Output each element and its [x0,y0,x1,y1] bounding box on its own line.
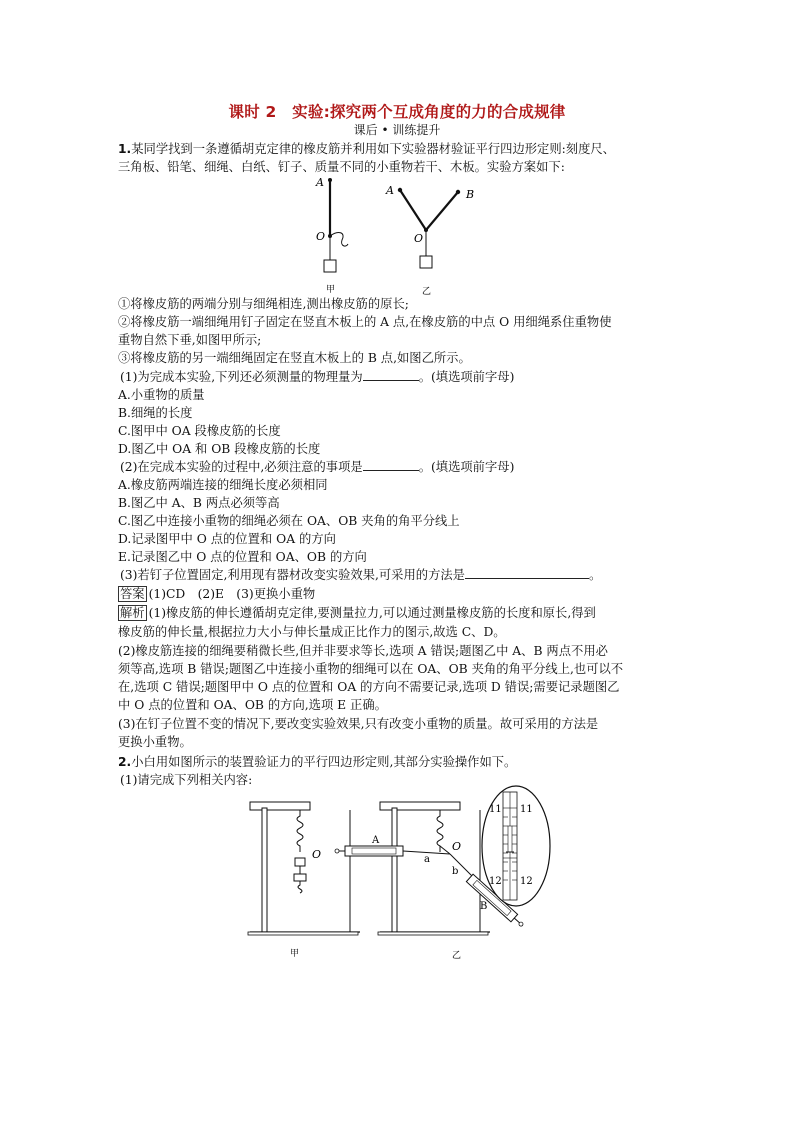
q1-yi-caption: 乙 [422,287,432,297]
analysis-text1: (1)橡皮筋的伸长遵循胡克定律,要测量拉力,可以通过测量橡皮筋的长度和原长,得到 [148,606,596,620]
q1-jia-weight [324,260,336,272]
q2-yi-label-b: b [452,866,459,877]
q1-yi-band-OB [426,192,458,230]
q1-stem-line1 [118,141,615,158]
q1-part1-option-a: A.小重物的质量 [118,388,205,402]
answer-tag: 答案 [120,587,145,601]
q2-part1: (1)请完成下列相关内容: [120,773,253,787]
q1-part3-text: (3)若钉子位置固定,利用现有器材改变实验效果,可采用的方法是 [120,568,465,582]
q1-step3: ③将橡皮筋的另一端细绳固定在竖直木板上的 B 点,如图乙所示。 [118,351,471,365]
answer-text: (1)CD (2)E (3)更换小重物 [148,587,316,601]
q1-part2-tail: 。(填选项前字母) [418,460,515,474]
q2-scale-inset [482,786,550,906]
q1-jia-label-A: A [316,176,324,189]
q2-jia-stand [248,802,360,935]
q2-jia-hook [295,858,305,866]
q1-part3-tail: 。 [588,568,602,582]
q1-part2-option-a: A.橡皮筋两端连接的细绳长度必须相同 [118,478,328,492]
q2-jia-spring [297,810,303,852]
q1-part2-option-b: B.图乙中 A、B 两点必须等高 [118,496,280,510]
q2-spring-scale-A [335,846,403,856]
q1-part1-stem [120,369,514,386]
q1-analysis-line4: 须等高,选项 B 错误;题图乙中连接小重物的细绳可以在 OA、OB 夹角的角平分线上,也可以不 [118,662,624,676]
q1-answer [118,586,315,603]
q1-analysis-line2: 橡皮筋的伸长量,根据拉力大小与伸长量成正比作力的图示,故选 C、D。 [118,625,506,639]
q1-analysis-line7: (3)在钉子位置不变的情况下,要改变实验效果,只有改变小重物的质量。故可采用的方法是 [118,717,599,731]
q1-yi-label-A: A [386,184,394,197]
q2-jia-weight [294,874,306,881]
q1-jia-label-O: O [316,230,326,243]
q2-number: 2. [118,755,132,769]
q1-step1: ①将橡皮筋的两端分别与细绳相连,测出橡皮筋的原长; [118,297,409,311]
q1-part1-tail: 。(填选项前字母) [418,370,515,384]
q1-jia-loose-rope [330,233,348,247]
q1-analysis-line3: (2)橡皮筋连接的细绳要稍微长些,但并非要求等长,选项 A 错误;题图乙中 A、B 两点不用必 [118,644,608,658]
q1-part1-option-b: B.细绳的长度 [118,406,193,420]
q1-part3-blank [465,567,589,579]
q2-jia-lower-hook [298,881,302,893]
q2-figure [240,788,560,968]
q2-rope-spring [440,846,450,854]
q2-jia-caption: 甲 [290,949,300,959]
q1-part1-text: (1)为完成本实验,下列还必须测量的物理量为 [120,370,363,384]
q1-analysis-line5: 在,选项 C 错误;题图甲中 O 点的位置和 OA 的方向不需要记录,选项 D 错误;需要记录题图乙 [118,680,620,694]
q2-scale-12-right: 12 [520,876,533,887]
q2-yi-label-B: B [480,901,488,912]
q2-yi-stand [378,802,490,935]
q1-stem-line2: 三角板、铅笔、细绳、白纸、钉子、质量不同的小重物若干、木板。实验方案如下: [118,160,565,174]
q1-number: 1. [118,142,132,156]
page-subtitle: 课后 • 训练提升 [353,123,441,137]
q1-analysis-line1 [118,605,596,622]
q1-yi-band-OA [400,190,426,230]
q2-yi-caption: 乙 [452,951,462,961]
q2-stem [118,754,516,771]
q1-figure [300,172,500,302]
q2-scale-11-right: 11 [520,804,533,815]
q2-scale-11-left: 11 [489,804,502,815]
q1-part2-option-d: D.记录图甲中 O 点的位置和 OA 的方向 [118,532,336,546]
q1-yi-weight [420,256,432,268]
q1-yi-label-O: O [414,232,424,245]
q2-yi-label-O: O [452,840,462,853]
q1-part2-blank [363,459,419,471]
q1-stem-text1: 某同学找到一条遵循胡克定律的橡皮筋并利用如下实验器材验证平行四边形定则:刻度尺、 [131,142,615,156]
q1-part1-blank [363,369,419,381]
q1-part2-stem [120,459,514,476]
analysis-tag: 解析 [120,606,145,620]
q1-part2-option-c: C.图乙中连接小重物的细绳必须在 OA、OB 夹角的角平分线上 [118,514,460,528]
q2-yi-label-a: a [424,854,430,865]
q1-part2-text: (2)在完成本实验的过程中,必须注意的事项是 [120,460,363,474]
q1-step2-line2: 重物自然下垂,如图甲所示; [118,333,262,347]
q2-yi-spring [437,810,443,852]
q1-part3-stem [120,567,601,584]
q2-yi-label-A: A [372,835,380,846]
q2-jia-label-O: O [312,848,322,861]
q1-analysis-line8: 更换小重物。 [118,735,192,749]
page-title: 课时 2 实验:探究两个互成角度的力的合成规律 [228,103,566,121]
q1-part1-option-c: C.图甲中 OA 段橡皮筋的长度 [118,424,281,438]
q1-analysis-line6: 中 O 点的位置和 OA、OB 的方向,选项 E 正确。 [118,698,387,712]
q2-scale-12-left: 12 [489,876,502,887]
q2-stem-text: 小白用如图所示的装置验证力的平行四边形定则,其部分实验操作如下。 [131,755,517,769]
q1-step2-line1: ②将橡皮筋一端细绳用钉子固定在竖直木板上的 A 点,在橡皮筋的中点 O 用细绳系住重物使 [118,315,612,329]
q1-part1-option-d: D.图乙中 OA 和 OB 段橡皮筋的长度 [118,442,321,456]
q1-part2-option-e: E.记录图乙中 O 点的位置和 OA、OB 的方向 [118,550,367,564]
q1-jia-caption: 甲 [326,285,336,295]
q1-yi-label-B: B [466,188,475,201]
